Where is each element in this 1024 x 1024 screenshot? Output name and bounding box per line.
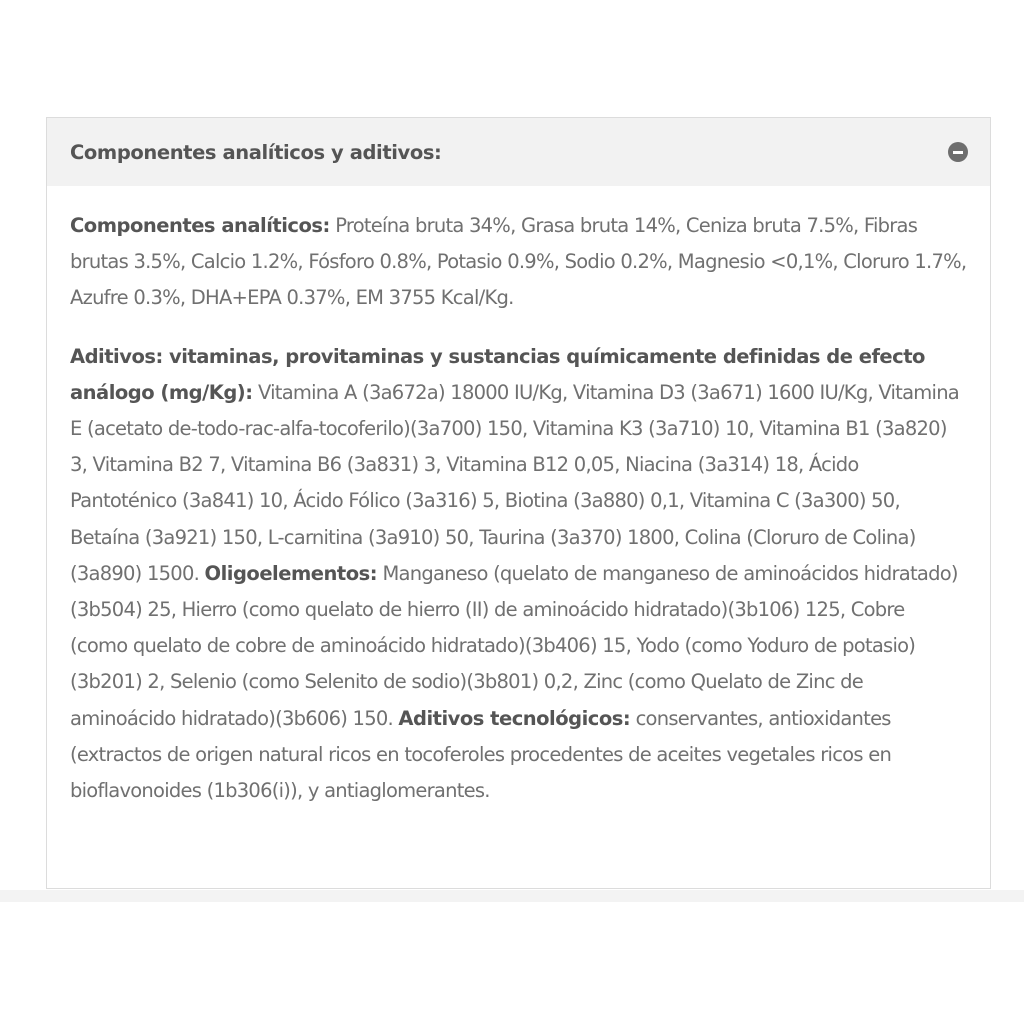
- analytical-components-text: Proteína bruta 34%, Grasa bruta 14%, Ceniza bruta 7.5%, Fibras brutas 3.5%, Calcio 1.2%, Fósforo 0.8%, Potasio 0.9%, Sodio 0.2%, Magnesio <0,1%, Cloruro 1.7%, Azufre 0.3%, DHA+EPA 0.37%, EM 3755 Kcal/Kg.: [70, 214, 967, 310]
- vitamins-label: Aditivos: vitaminas, provitaminas y sustancias químicamente definidas de efecto análogo (mg/Kg):: [70, 344, 925, 404]
- additives-paragraph: [70, 339, 967, 810]
- minus-circle-icon[interactable]: [948, 142, 968, 162]
- accordion-title: Componentes analíticos y aditivos:: [70, 140, 442, 164]
- page-footer-band: [0, 890, 1024, 902]
- accordion-header[interactable]: [47, 118, 990, 186]
- analytical-components-label: Componentes analíticos:: [70, 214, 330, 237]
- accordion-content: [47, 186, 990, 809]
- technological-additives-text: conservantes, antioxidantes (extractos de origen natural ricos en tocoferoles procedentes de aceites vegetales ricos en bioflavonoides (1b306(i)), y antiaglomerantes.: [70, 706, 892, 803]
- analytical-components-paragraph: [70, 208, 967, 317]
- trace-elements-label: Oligoelementos:: [204, 561, 378, 585]
- technological-additives-label: Aditivos tecnológicos:: [398, 706, 631, 730]
- accordion-panel: [46, 117, 991, 889]
- vitamins-text: Vitamina A (3a672a) 18000 IU/Kg, Vitamina D3 (3a671) 1600 IU/Kg, Vitamina E (acetato de-todo-rac-alfa-tocoferilo)(3a700) 150, Vitamina K3 (3a710) 10, Vitamina B1 (3a820) 3, Vitamina B2 7, Vitamina B6 (3a831) 3, Vitamina B12 0,05, Niacina (3a314) 18, Ácido Pantoténico (3a841) 10, Ácido Fólico (3a316) 5, Biotina (3a880) 0,1, Vitamina C (3a300) 50, Betaína (3a921) 150, L-carnitina (3a910) 50, Taurina (3a370) 1800, Colina (Cloruro de Colina)(3a890) 1500.: [70, 380, 960, 585]
- trace-elements-text: Manganeso (quelato de manganeso de aminoácidos hidratado)(3b504) 25, Hierro (como quelato de hierro (II) de aminoácido hidratado)(3b106) 125, Cobre (como quelato de cobre de aminoácido hidratado)(3b406) 15, Yodo (como Yoduro de potasio)(3b201) 2, Selenio (como Selenito de sodio)(3b801) 0,2, Zinc (como Quelato de Zinc de aminoácido hidratado)(3b606) 150.: [70, 561, 958, 730]
